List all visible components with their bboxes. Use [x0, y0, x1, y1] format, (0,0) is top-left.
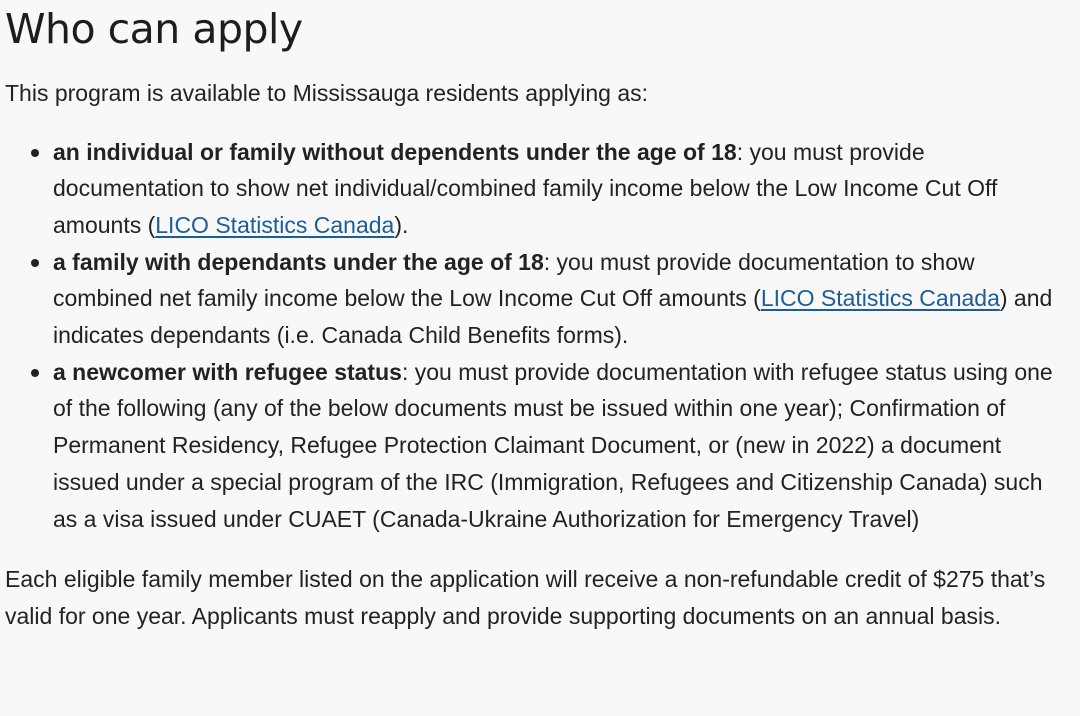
bullet-icon — [31, 149, 39, 157]
intro-paragraph: This program is available to Mississauga residents applying as: — [5, 80, 649, 106]
list-item-term: a newcomer with refugee status — [53, 358, 402, 385]
list-item-text: ). — [394, 211, 409, 238]
list-item-text: : you must provide documentation to show net individual/combined family income below the Low Income Cut Off amounts ( — [53, 138, 998, 238]
lico-statistics-link[interactable]: LICO Statistics Canada — [155, 211, 395, 238]
list-item-individual — [53, 134, 1075, 244]
list-item-term: an individual or family without dependents under the age of 18 — [53, 138, 737, 165]
eligibility-list — [5, 134, 1075, 538]
lico-statistics-link[interactable]: LICO Statistics Canada — [760, 285, 1000, 312]
bullet-icon — [31, 259, 39, 267]
list-item-text: : you must provide documentation with refugee status using one of the following (any of the below documents must be issued within one year); Confirmation of Permanent Residency, Refugee Protection Claimant Document, or (new in 2022) a document issued under a special program of the IRC (Immigration, Refugees and Citizenship Canada) such as a visa issued under CUAET (Canada-Ukraine Authorization for Emergency Travel) — [53, 358, 1053, 532]
list-item-term: a family with dependants under the age of 18 — [53, 248, 544, 275]
list-item-family — [53, 244, 1075, 354]
page-title: Who can apply — [5, 5, 303, 53]
list-item-newcomer — [53, 354, 1075, 538]
main-content — [5, 0, 1075, 634]
list-item-text: : you must provide documentation to show combined net family income below the Low Income Cut Off amounts ( — [53, 248, 975, 312]
list-item-text: ) and indicates dependants (i.e. Canada Child Benefits forms). — [53, 285, 1053, 349]
closing-paragraph: Each eligible family member listed on the application will receive a non-refundable credit of $275 that’s valid for one year. Applicants must reapply and provide supporting documents on an annual basis. — [5, 566, 1046, 629]
bullet-icon — [31, 369, 39, 377]
